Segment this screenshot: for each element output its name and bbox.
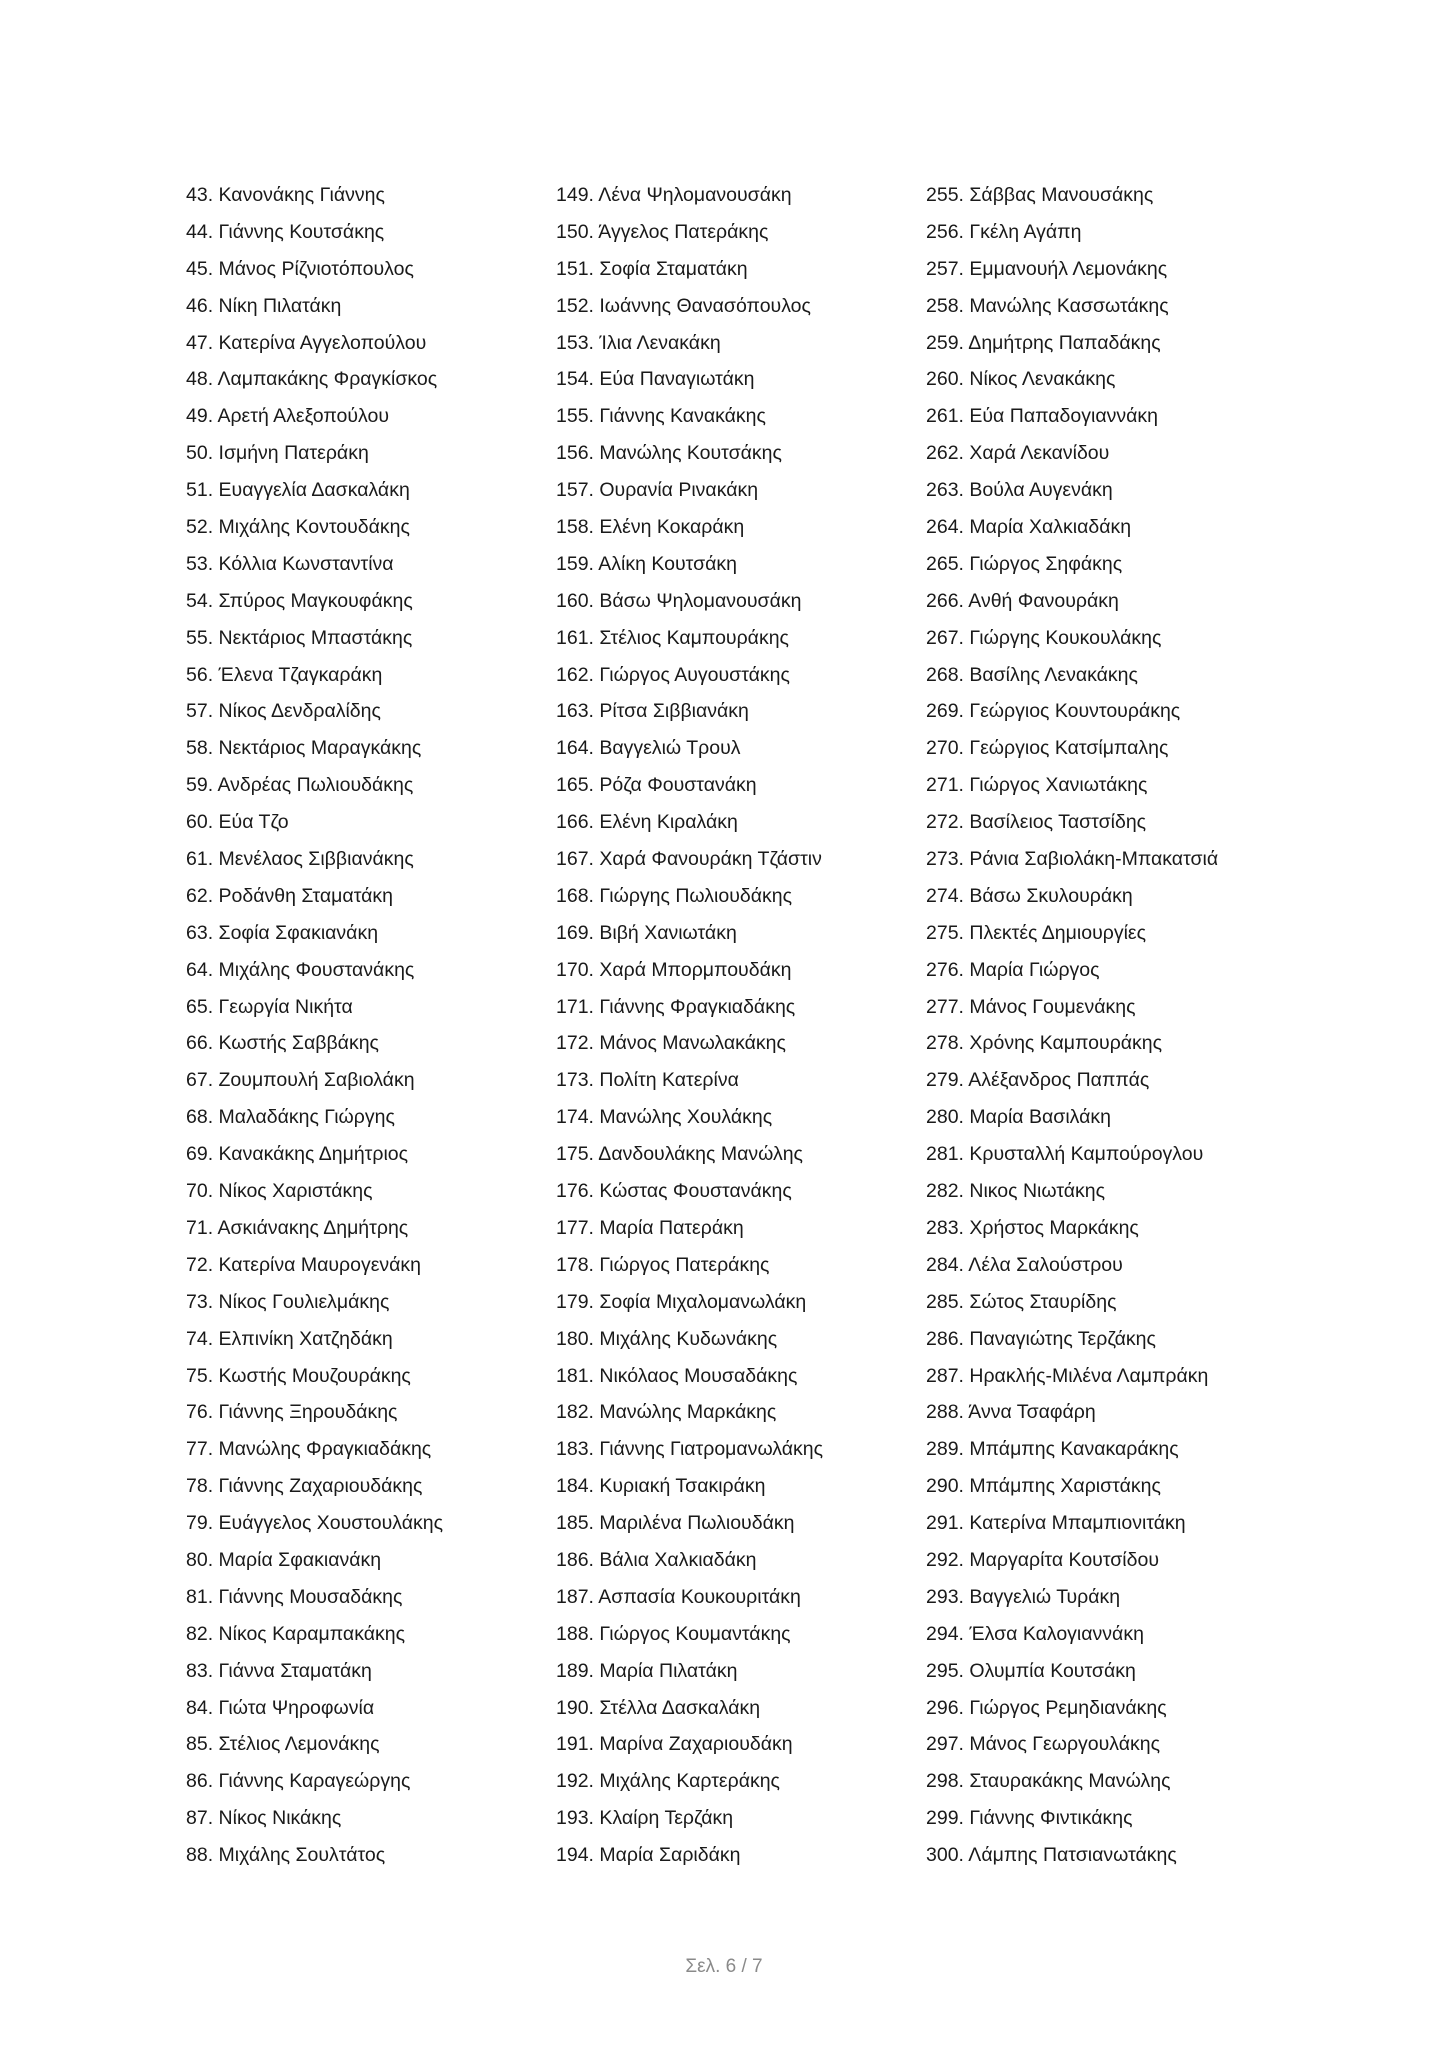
list-item: 76. Γιάννης Ξηρουδάκης [186,1401,398,1424]
list-item: 49. Αρετή Αλεξοπούλου [186,405,390,428]
list-item: 74. Ελπινίκη Χατζηδάκη [186,1327,393,1350]
list-item: 45. Μάνος Ρίζνιοτόπουλος [186,257,414,280]
list-item: 73. Νίκος Γουλιελμάκης [186,1290,390,1313]
list-item: 156. Μανώλης Κουτσάκης [556,442,782,465]
list-item: 180. Μιχάλης Κυδωνάκης [556,1327,778,1350]
list-item: 75. Κωστής Μουζουράκης [186,1364,411,1387]
list-item: 258. Μανώλης Κασσωτάκης [926,294,1169,317]
list-item: 275. Πλεκτές Δημιουργίες [926,921,1146,944]
list-item: 78. Γιάννης Ζαχαριουδάκης [186,1475,423,1498]
list-item: 151. Σοφία Σταματάκη [556,257,748,280]
list-item: 53. Κόλλια Κωνσταντίνα [186,552,394,575]
list-item: 284. Λέλα Σαλούστρου [926,1253,1123,1276]
list-item: 60. Εύα Τζο [186,811,289,834]
list-item: 65. Γεωργία Νικήτα [186,995,353,1018]
list-item: 286. Παναγιώτης Τερζάκης [926,1327,1156,1350]
name-list-column-2 [556,180,916,1877]
list-item: 153. Ίλια Λενακάκη [556,331,721,354]
list-item: 88. Μιχάλης Σουλτάτος [186,1844,386,1867]
name-list-column-3 [926,180,1286,1877]
list-item: 184. Κυριακή Τσακιράκη [556,1475,766,1498]
list-item: 82. Νίκος Καραμπακάκης [186,1622,405,1645]
list-item: 158. Ελένη Κοκαράκη [556,516,745,539]
list-item: 276. Μαρία Γιώργος [926,958,1100,981]
list-item: 85. Στέλιος Λεμονάκης [186,1733,380,1756]
list-item: 55. Νεκτάριος Μπαστάκης [186,626,413,649]
list-item: 47. Κατερίνα Αγγελοπούλου [186,331,427,354]
list-item: 282. Νικος Νιωτάκης [926,1180,1106,1203]
name-list-column-1 [186,180,546,1877]
list-item: 46. Νίκη Πιλατάκη [186,294,342,317]
list-item: 168. Γιώργης Πωλιουδάκης [556,884,792,907]
list-item: 293. Βαγγελιώ Τυράκη [926,1585,1121,1608]
list-item: 56. Έλενα Τζαγκαράκη [186,663,383,686]
list-item: 64. Μιχάλης Φουστανάκης [186,958,415,981]
list-item: 295. Ολυμπία Κουτσάκη [926,1659,1136,1682]
list-item: 71. Ασκιάνακης Δημήτρης [186,1216,409,1239]
list-item: 61. Μενέλαος Σιββιανάκης [186,848,414,871]
list-item: 257. Εμμανουήλ Λεμονάκης [926,257,1168,280]
list-item: 69. Κανακάκης Δημήτριος [186,1143,409,1166]
list-item: 154. Εύα Παναγιωτάκη [556,368,755,391]
list-item: 58. Νεκτάριος Μαραγκάκης [186,737,422,760]
list-item: 84. Γιώτα Ψηροφωνία [186,1696,375,1719]
list-item: 188. Γιώργος Κουμαντάκης [556,1622,791,1645]
list-item: 194. Μαρία Σαριδάκη [556,1844,741,1867]
list-item: 181. Νικόλαος Μουσαδάκης [556,1364,798,1387]
list-item: 67. Ζουμπουλή Σαβιολάκη [186,1069,415,1092]
list-item: 57. Νίκος Δενδραλίδης [186,700,381,723]
list-item: 294. Έλσα Καλογιαννάκη [926,1622,1144,1645]
list-item: 178. Γιώργος Πατεράκης [556,1253,770,1276]
list-item: 166. Ελένη Κιραλάκη [556,811,738,834]
list-item: 54. Σπύρος Μαγκουφάκης [186,589,413,612]
list-item: 183. Γιάννης Γιατρομανωλάκης [556,1438,824,1461]
list-item: 285. Σώτος Σταυρίδης [926,1290,1117,1313]
list-item: 179. Σοφία Μιχαλομανωλάκη [556,1290,807,1313]
list-item: 300. Λάμπης Πατσιανωτάκης [926,1844,1177,1867]
list-item: 283. Χρήστος Μαρκάκης [926,1216,1139,1239]
list-item: 269. Γεώργιος Κουντουράκης [926,700,1181,723]
list-item: 273. Ράνια Σαβιολάκη-Μπακατσιά [926,848,1219,871]
list-item: 298. Σταυρακάκης Μανώλης [926,1770,1171,1793]
list-item: 149. Λένα Ψηλομανουσάκη [556,184,792,206]
list-item: 81. Γιάννης Μουσαδάκης [186,1585,403,1608]
list-item: 59. Ανδρέας Πωλιουδάκης [186,774,414,797]
list-item: 271. Γιώργος Χανιωτάκης [926,774,1148,797]
list-item: 289. Μπάμπης Κανακαράκης [926,1438,1179,1461]
list-item: 167. Χαρά Φανουράκη Τζάστιν [556,848,822,871]
page-number: Σελ. 6 / 7 [685,1956,763,1977]
list-item: 172. Μάνος Μανωλακάκης [556,1032,786,1055]
list-item: 259. Δημήτρης Παπαδάκης [926,331,1161,354]
list-item: 72. Κατερίνα Μαυρογενάκη [186,1253,422,1276]
list-item: 277. Μάνος Γουμενάκης [926,995,1136,1018]
list-item: 79. Ευάγγελος Χουστουλάκης [186,1512,443,1535]
list-item: 260. Νίκος Λενακάκης [926,368,1116,391]
list-item: 265. Γιώργος Σηφάκης [926,552,1123,575]
list-item: 173. Πολίτη Κατερίνα [556,1069,739,1092]
list-item: 190. Στέλλα Δασκαλάκη [556,1696,761,1719]
list-item: 52. Μιχάλης Κοντουδάκης [186,516,410,539]
list-item: 43. Κανονάκης Γιάννης [186,184,385,206]
list-item: 268. Βασίλης Λενακάκης [926,663,1138,686]
list-item: 187. Ασπασία Κουκουριτάκη [556,1585,801,1608]
list-item: 261. Εύα Παπαδογιαννάκη [926,405,1158,428]
list-item: 51. Ευαγγελία Δασκαλάκη [186,479,410,502]
list-item: 186. Βάλια Χαλκιαδάκη [556,1548,757,1571]
list-item: 255. Σάββας Μανουσάκης [926,184,1154,206]
list-item: 299. Γιάννης Φιντικάκης [926,1807,1133,1830]
list-item: 48. Λαμπακάκης Φραγκίσκος [186,368,438,391]
list-item: 288. Άννα Τσαφάρη [926,1401,1096,1424]
list-item: 256. Γκέλη Αγάπη [926,220,1082,243]
list-item: 152. Ιωάννης Θανασόπουλος [556,294,811,317]
list-item: 297. Μάνος Γεωργουλάκης [926,1733,1161,1756]
list-item: 159. Αλίκη Κουτσάκη [556,552,738,575]
list-item: 171. Γιάννης Φραγκιαδάκης [556,995,796,1018]
list-item: 163. Ρίτσα Σιββιανάκη [556,700,749,723]
list-item: 176. Κώστας Φουστανάκης [556,1180,792,1203]
list-item: 182. Μανώλης Μαρκάκης [556,1401,777,1424]
list-item: 62. Ροδάνθη Σταματάκη [186,884,393,907]
list-item: 189. Μαρία Πιλατάκη [556,1659,738,1682]
list-item: 192. Μιχάλης Καρτεράκης [556,1770,780,1793]
list-item: 155. Γιάννης Κανακάκης [556,405,766,428]
list-item: 164. Βαγγελιώ Τρουλ [556,737,741,760]
list-item: 83. Γιάννα Σταματάκη [186,1659,372,1682]
list-item: 157. Ουρανία Ρινακάκη [556,479,759,502]
list-item: 272. Βασίλειος Ταστσίδης [926,811,1147,834]
list-item: 191. Μαρίνα Ζαχαριουδάκη [556,1733,793,1756]
list-item: 270. Γεώργιος Κατσίμπαλης [926,737,1169,760]
list-item: 278. Χρόνης Καμπουράκης [926,1032,1163,1055]
list-item: 174. Μανώλης Χουλάκης [556,1106,773,1129]
list-item: 80. Μαρία Σφακιανάκη [186,1548,382,1571]
list-item: 44. Γιάννης Κουτσάκης [186,220,385,243]
list-item: 175. Δανδουλάκης Μανώλης [556,1143,803,1166]
list-item: 162. Γιώργος Αυγουστάκης [556,663,790,686]
list-item: 177. Μαρία Πατεράκη [556,1216,744,1239]
list-item: 185. Μαριλένα Πωλιουδάκη [556,1512,795,1535]
list-item: 296. Γιώργος Ρεμηδιανάκης [926,1696,1167,1719]
list-item: 50. Ισμήνη Πατεράκη [186,442,369,465]
list-item: 77. Μανώλης Φραγκιαδάκης [186,1438,432,1461]
list-item: 290. Μπάμπης Χαριστάκης [926,1475,1161,1498]
list-item: 170. Χαρά Μπορμπουδάκη [556,958,792,981]
list-item: 291. Κατερίνα Μπαμπιονιτάκη [926,1512,1186,1535]
list-item: 150. Άγγελος Πατεράκης [556,220,769,243]
list-item: 281. Κρυσταλλή Καμπούρογλου [926,1143,1204,1166]
list-item: 263. Βούλα Αυγενάκη [926,479,1113,502]
list-item: 68. Μαλαδάκης Γιώργης [186,1106,395,1129]
list-item: 161. Στέλιος Καμπουράκης [556,626,789,649]
list-item: 70. Νίκος Χαριστάκης [186,1180,373,1203]
list-item: 280. Μαρία Βασιλάκη [926,1106,1111,1129]
list-item: 262. Χαρά Λεκανίδου [926,442,1110,465]
list-item: 193. Κλαίρη Τερζάκη [556,1807,734,1830]
list-item: 63. Σοφία Σφακιανάκη [186,921,379,944]
list-item: 287. Ηρακλής-Μιλένα Λαμπράκη [926,1364,1209,1387]
list-item: 264. Μαρία Χαλκιαδάκη [926,516,1132,539]
list-item: 86. Γιάννης Καραγεώργης [186,1770,411,1793]
list-item: 66. Κωστής Σαββάκης [186,1032,379,1055]
list-item: 267. Γιώργης Κουκουλάκης [926,626,1162,649]
list-item: 169. Βιβή Χανιωτάκη [556,921,737,944]
list-item: 266. Ανθή Φανουράκη [926,589,1119,612]
list-item: 292. Μαργαρίτα Κουτσίδου [926,1548,1159,1571]
list-item: 165. Ρόζα Φουστανάκη [556,774,757,797]
list-item: 274. Βάσω Σκυλουράκη [926,884,1133,907]
list-item: 279. Αλέξανδρος Παππάς [926,1069,1150,1092]
list-item: 87. Νίκος Νικάκης [186,1807,342,1830]
list-item: 160. Βάσω Ψηλομανουσάκη [556,589,802,612]
